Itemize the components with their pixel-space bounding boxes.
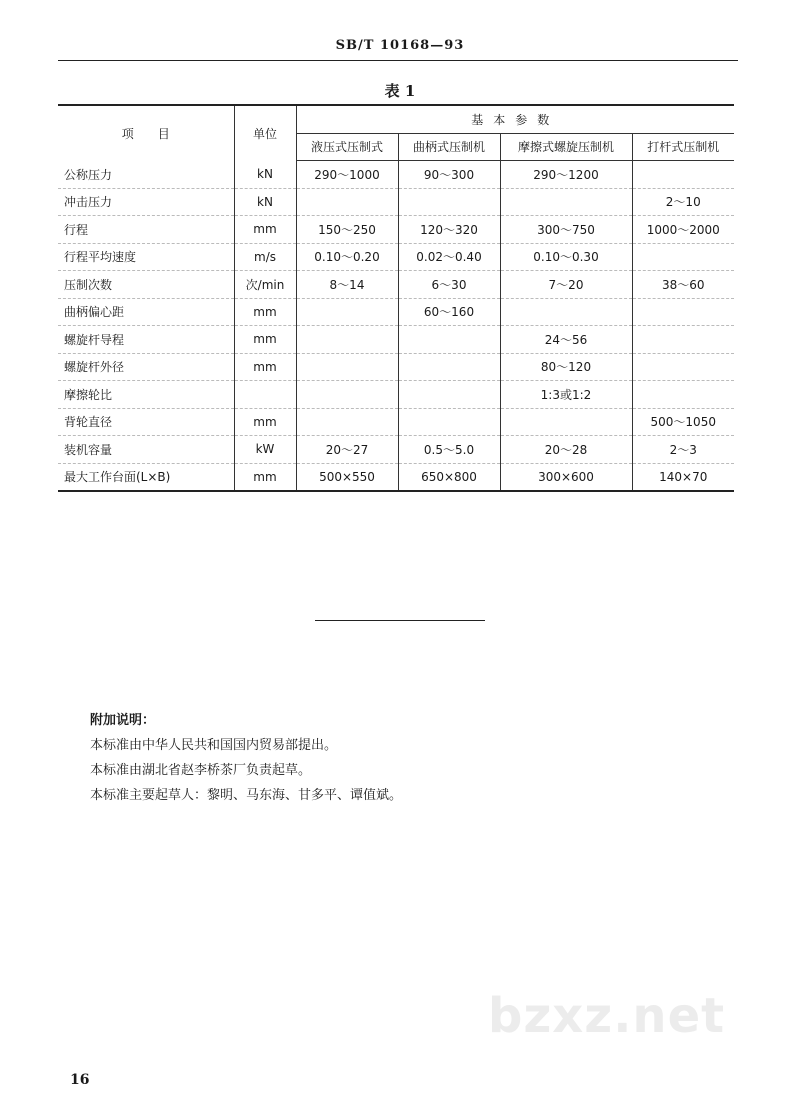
column-header-machine: 打杆式压制机 — [632, 133, 734, 161]
column-group-header: 基本参数 — [296, 105, 734, 133]
table-row — [58, 381, 734, 409]
row-label: 公称压力 — [58, 161, 234, 189]
value-cell — [296, 353, 398, 381]
value-cell — [398, 381, 500, 409]
row-label: 螺旋杆外径 — [58, 353, 234, 381]
value-cell: 2～3 — [632, 436, 734, 464]
table-row — [58, 298, 734, 326]
page-number: 16 — [70, 1072, 90, 1088]
unit-cell: m/s — [234, 243, 296, 271]
value-cell: 1:3或1:2 — [500, 381, 632, 409]
note-line: 本标准主要起草人：黎明、马东海、甘多平、谭值斌。 — [90, 788, 403, 803]
table-row — [58, 408, 734, 436]
value-cell — [398, 408, 500, 436]
row-label: 螺旋杆导程 — [58, 326, 234, 354]
watermark: bzxz.net — [488, 988, 726, 1044]
value-cell: 290～1200 — [500, 161, 632, 189]
value-cell: 20～28 — [500, 436, 632, 464]
row-label: 行程平均速度 — [58, 243, 234, 271]
column-header-unit: 单位 — [234, 105, 296, 161]
column-header-machine: 曲柄式压制机 — [398, 133, 500, 161]
value-cell — [296, 326, 398, 354]
value-cell — [632, 243, 734, 271]
value-cell — [632, 326, 734, 354]
value-cell: 80～120 — [500, 353, 632, 381]
notes-title: 附加说明： — [90, 713, 156, 728]
value-cell — [398, 353, 500, 381]
value-cell: 60～160 — [398, 298, 500, 326]
table-row — [58, 353, 734, 381]
table-row — [58, 243, 734, 271]
value-cell: 7～20 — [500, 271, 632, 299]
value-cell: 500～1050 — [632, 408, 734, 436]
column-header-machine: 液压式压制式 — [296, 133, 398, 161]
value-cell: 6～30 — [398, 271, 500, 299]
row-label: 装机容量 — [58, 436, 234, 464]
value-cell — [500, 408, 632, 436]
value-cell: 650×800 — [398, 463, 500, 491]
value-cell: 38～60 — [632, 271, 734, 299]
row-label: 压制次数 — [58, 271, 234, 299]
row-label: 冲击压力 — [58, 188, 234, 216]
unit-cell: mm — [234, 326, 296, 354]
parameter-table — [58, 104, 734, 492]
unit-cell: mm — [234, 216, 296, 244]
value-cell — [632, 353, 734, 381]
value-cell: 150～250 — [296, 216, 398, 244]
value-cell — [296, 298, 398, 326]
table-row — [58, 436, 734, 464]
additional-notes — [90, 708, 402, 808]
unit-cell: mm — [234, 408, 296, 436]
column-header-item: 项 目 — [58, 105, 234, 161]
value-cell: 2～10 — [632, 188, 734, 216]
value-cell: 300×600 — [500, 463, 632, 491]
unit-cell: mm — [234, 353, 296, 381]
unit-cell — [234, 381, 296, 409]
value-cell: 8～14 — [296, 271, 398, 299]
value-cell: 500×550 — [296, 463, 398, 491]
value-cell: 90～300 — [398, 161, 500, 189]
value-cell — [296, 408, 398, 436]
table-row — [58, 326, 734, 354]
value-cell — [398, 188, 500, 216]
value-cell: 0.02～0.40 — [398, 243, 500, 271]
value-cell: 300～750 — [500, 216, 632, 244]
value-cell: 0.10～0.30 — [500, 243, 632, 271]
column-header-machine: 摩擦式螺旋压制机 — [500, 133, 632, 161]
header-rule — [58, 60, 738, 61]
table-body — [58, 161, 734, 492]
unit-cell: kN — [234, 161, 296, 189]
row-label: 曲柄偏心距 — [58, 298, 234, 326]
value-cell: 1000～2000 — [632, 216, 734, 244]
value-cell — [500, 298, 632, 326]
value-cell — [632, 161, 734, 189]
table-row — [58, 271, 734, 299]
table-row — [58, 161, 734, 189]
value-cell: 0.5～5.0 — [398, 436, 500, 464]
value-cell — [632, 298, 734, 326]
unit-cell: kN — [234, 188, 296, 216]
row-label: 摩擦轮比 — [58, 381, 234, 409]
value-cell — [500, 188, 632, 216]
unit-cell: 次/min — [234, 271, 296, 299]
value-cell: 290～1000 — [296, 161, 398, 189]
table-row — [58, 463, 734, 491]
value-cell: 140×70 — [632, 463, 734, 491]
value-cell — [296, 188, 398, 216]
value-cell: 120～320 — [398, 216, 500, 244]
value-cell — [632, 381, 734, 409]
row-label: 背轮直径 — [58, 408, 234, 436]
unit-cell: mm — [234, 463, 296, 491]
unit-cell: mm — [234, 298, 296, 326]
value-cell — [398, 326, 500, 354]
value-cell: 24～56 — [500, 326, 632, 354]
note-line: 本标准由中华人民共和国国内贸易部提出。 — [90, 738, 338, 753]
row-label: 最大工作台面(L×B) — [58, 463, 234, 491]
row-label: 行程 — [58, 216, 234, 244]
table-title: 表 1 — [384, 82, 416, 100]
table-row — [58, 216, 734, 244]
standard-code: SB/T 10168—93 — [335, 38, 465, 53]
value-cell — [296, 381, 398, 409]
note-line: 本标准由湖北省赵李桥茶厂负责起草。 — [90, 763, 312, 778]
table-row — [58, 188, 734, 216]
end-rule — [315, 620, 485, 621]
value-cell: 0.10～0.20 — [296, 243, 398, 271]
value-cell: 20～27 — [296, 436, 398, 464]
unit-cell: kW — [234, 436, 296, 464]
